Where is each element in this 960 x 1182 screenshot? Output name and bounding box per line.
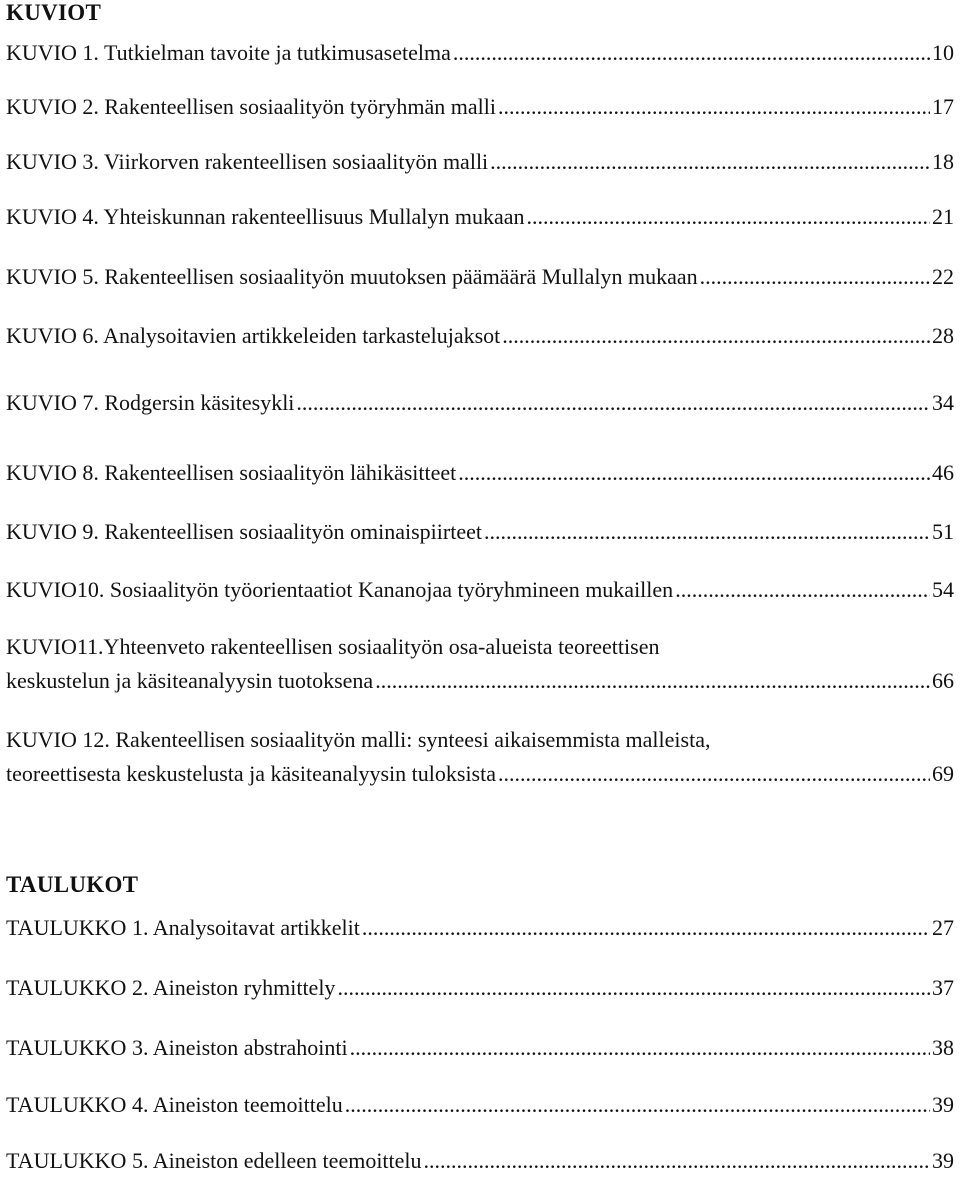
page-number: 39 [932,1092,954,1117]
page-number: 27 [932,915,954,940]
dot-leader [675,577,930,603]
entry-title-line-1: KUVIO 12. Rakenteellisen sosiaalityön malli: synteesi aikaisemmista malleista, [6,727,711,752]
entry-title: KUVIO 4. Yhteiskunnan rakenteellisuus Mullalyn mukaan [6,204,525,229]
dot-leader [453,40,930,66]
entry-title: KUVIO10. Sosiaalityön työorientaatiot Kananojaa työryhmineen mukaillen [6,577,674,602]
page-number: 39 [932,1148,954,1173]
dot-leader [498,761,930,787]
toc-entry-figure-4[interactable] [6,204,954,238]
toc-entry-figure-9[interactable] [6,519,954,553]
dot-leader [424,1148,930,1174]
page-number: 28 [932,323,954,348]
dot-leader [345,1092,930,1118]
toc-entry-figure-10[interactable] [6,577,954,611]
page-number: 66 [932,668,954,693]
entry-title: TAULUKKO 4. Aineiston teemoittelu [6,1092,343,1117]
entry-title: KUVIO 5. Rakenteellisen sosiaalityön muutoksen päämäärä Mullalyn mukaan [6,264,698,289]
toc-entry-table-5[interactable] [6,1148,954,1182]
toc-entry-figure-8[interactable] [6,460,954,494]
entry-title: TAULUKKO 3. Aineiston abstrahointi [6,1035,348,1060]
toc-entry-figure-11[interactable] [6,634,954,702]
entry-title: TAULUKKO 5. Aineiston edelleen teemoittelu [6,1148,422,1173]
entry-title-line-2: teoreettisesta keskustelusta ja käsiteanalyysin tuloksista [6,761,496,786]
entry-title-line-1: KUVIO11.Yhteenveto rakenteellisen sosiaalityön osa-alueista teoreettisen [6,634,660,659]
dot-leader [490,149,930,175]
page-number: 51 [932,519,954,544]
dot-leader [458,460,930,486]
toc-entry-table-2[interactable] [6,975,954,1009]
entry-title: TAULUKKO 2. Aineiston ryhmittely [6,975,336,1000]
toc-entry-figure-2[interactable] [6,94,954,128]
dot-leader [350,1035,930,1061]
dot-leader [484,519,930,545]
dot-leader [502,323,930,349]
entry-title: KUVIO 3. Viirkorven rakenteellisen sosiaalityön malli [6,149,489,174]
dot-leader [362,915,930,941]
page-number: 22 [932,264,954,289]
toc-entry-figure-5[interactable] [6,264,954,298]
page-number: 17 [932,94,954,119]
toc-entry-figure-6[interactable] [6,323,954,357]
figures-heading: KUVIOT [6,0,102,25]
toc-entry-table-3[interactable] [6,1035,954,1069]
dot-leader [296,390,930,416]
page-number: 37 [932,975,954,1000]
entry-title: KUVIO 9. Rakenteellisen sosiaalityön ominaispiirteet [6,519,482,544]
dot-leader [700,264,930,290]
page-number: 46 [932,460,954,485]
page-number: 69 [932,761,954,786]
dot-leader [527,204,930,230]
entry-title: KUVIO 7. Rodgersin käsitesykli [6,390,295,415]
dot-leader [498,94,930,120]
entry-title-line-2: keskustelun ja käsiteanalyysin tuotoksena [6,668,374,693]
toc-entry-figure-3[interactable] [6,149,954,183]
page-number: 34 [932,390,954,415]
toc-entry-table-4[interactable] [6,1092,954,1126]
page-number: 10 [932,40,954,65]
entry-title: KUVIO 8. Rakenteellisen sosiaalityön lähikäsitteet [6,460,457,485]
entry-title: KUVIO 1. Tutkielman tavoite ja tutkimusasetelma [6,40,451,65]
dot-leader [375,668,930,694]
page-number: 21 [932,204,954,229]
toc-entry-figure-12[interactable] [6,727,954,795]
page-number: 54 [932,577,954,602]
toc-entry-table-1[interactable] [6,915,954,949]
dot-leader [337,975,930,1001]
toc-entry-figure-7[interactable] [6,390,954,424]
page-number: 38 [932,1035,954,1060]
page-number: 18 [932,149,954,174]
tables-heading: TAULUKOT [6,872,139,897]
entry-title: KUVIO 6. Analysoitavien artikkeleiden tarkastelujaksot [6,323,501,348]
toc-entry-figure-1[interactable] [6,40,954,74]
entry-title: TAULUKKO 1. Analysoitavat artikkelit [6,915,360,940]
entry-title: KUVIO 2. Rakenteellisen sosiaalityön työryhmän malli [6,94,497,119]
